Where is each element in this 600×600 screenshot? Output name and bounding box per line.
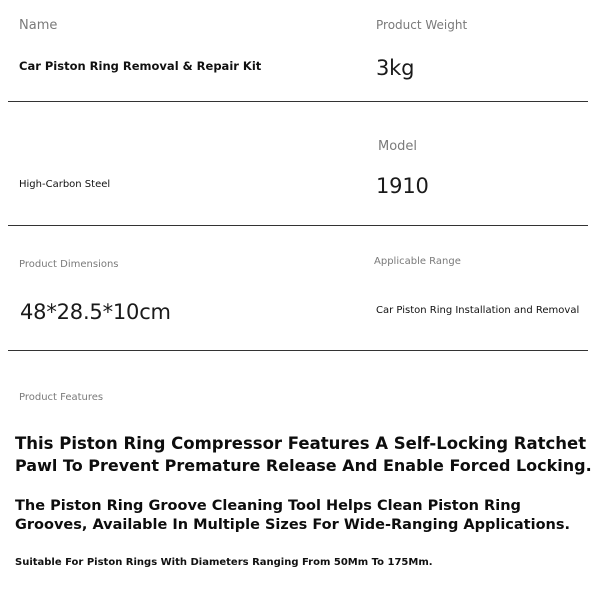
range-value: Car Piston Ring Installation and Removal [376,305,580,316]
features-label: Product Features [19,392,104,403]
divider-1 [8,101,588,102]
name-label: Name [19,18,58,33]
divider-2 [8,225,588,226]
feature-2-line-2: Grooves, Available In Multiple Sizes For Wide-Ranging Applications. [15,517,571,533]
product-name-value: Car Piston Ring Removal & Repair Kit [19,59,262,73]
feature-1-line-1: This Piston Ring Compressor Features A Self-Locking Ratchet [15,434,587,453]
material-value: High-Carbon Steel [19,179,111,190]
dimensions-value: 48*28.5*10cm [20,300,171,324]
divider-3 [8,350,588,351]
feature-1-line-2: Pawl To Prevent Premature Release And Enable Forced Locking. [15,456,592,475]
dimensions-label: Product Dimensions [19,259,119,270]
feature-2-line-1: The Piston Ring Groove Cleaning Tool Helps Clean Piston Ring [15,498,521,514]
weight-label: Product Weight [376,18,468,32]
model-label: Model [378,139,418,154]
weight-value: 3kg [376,56,415,80]
model-value: 1910 [376,174,429,198]
feature-3: Suitable For Piston Rings With Diameters Ranging From 50Mm To 175Mm. [15,557,433,568]
range-label: Applicable Range [374,256,461,267]
